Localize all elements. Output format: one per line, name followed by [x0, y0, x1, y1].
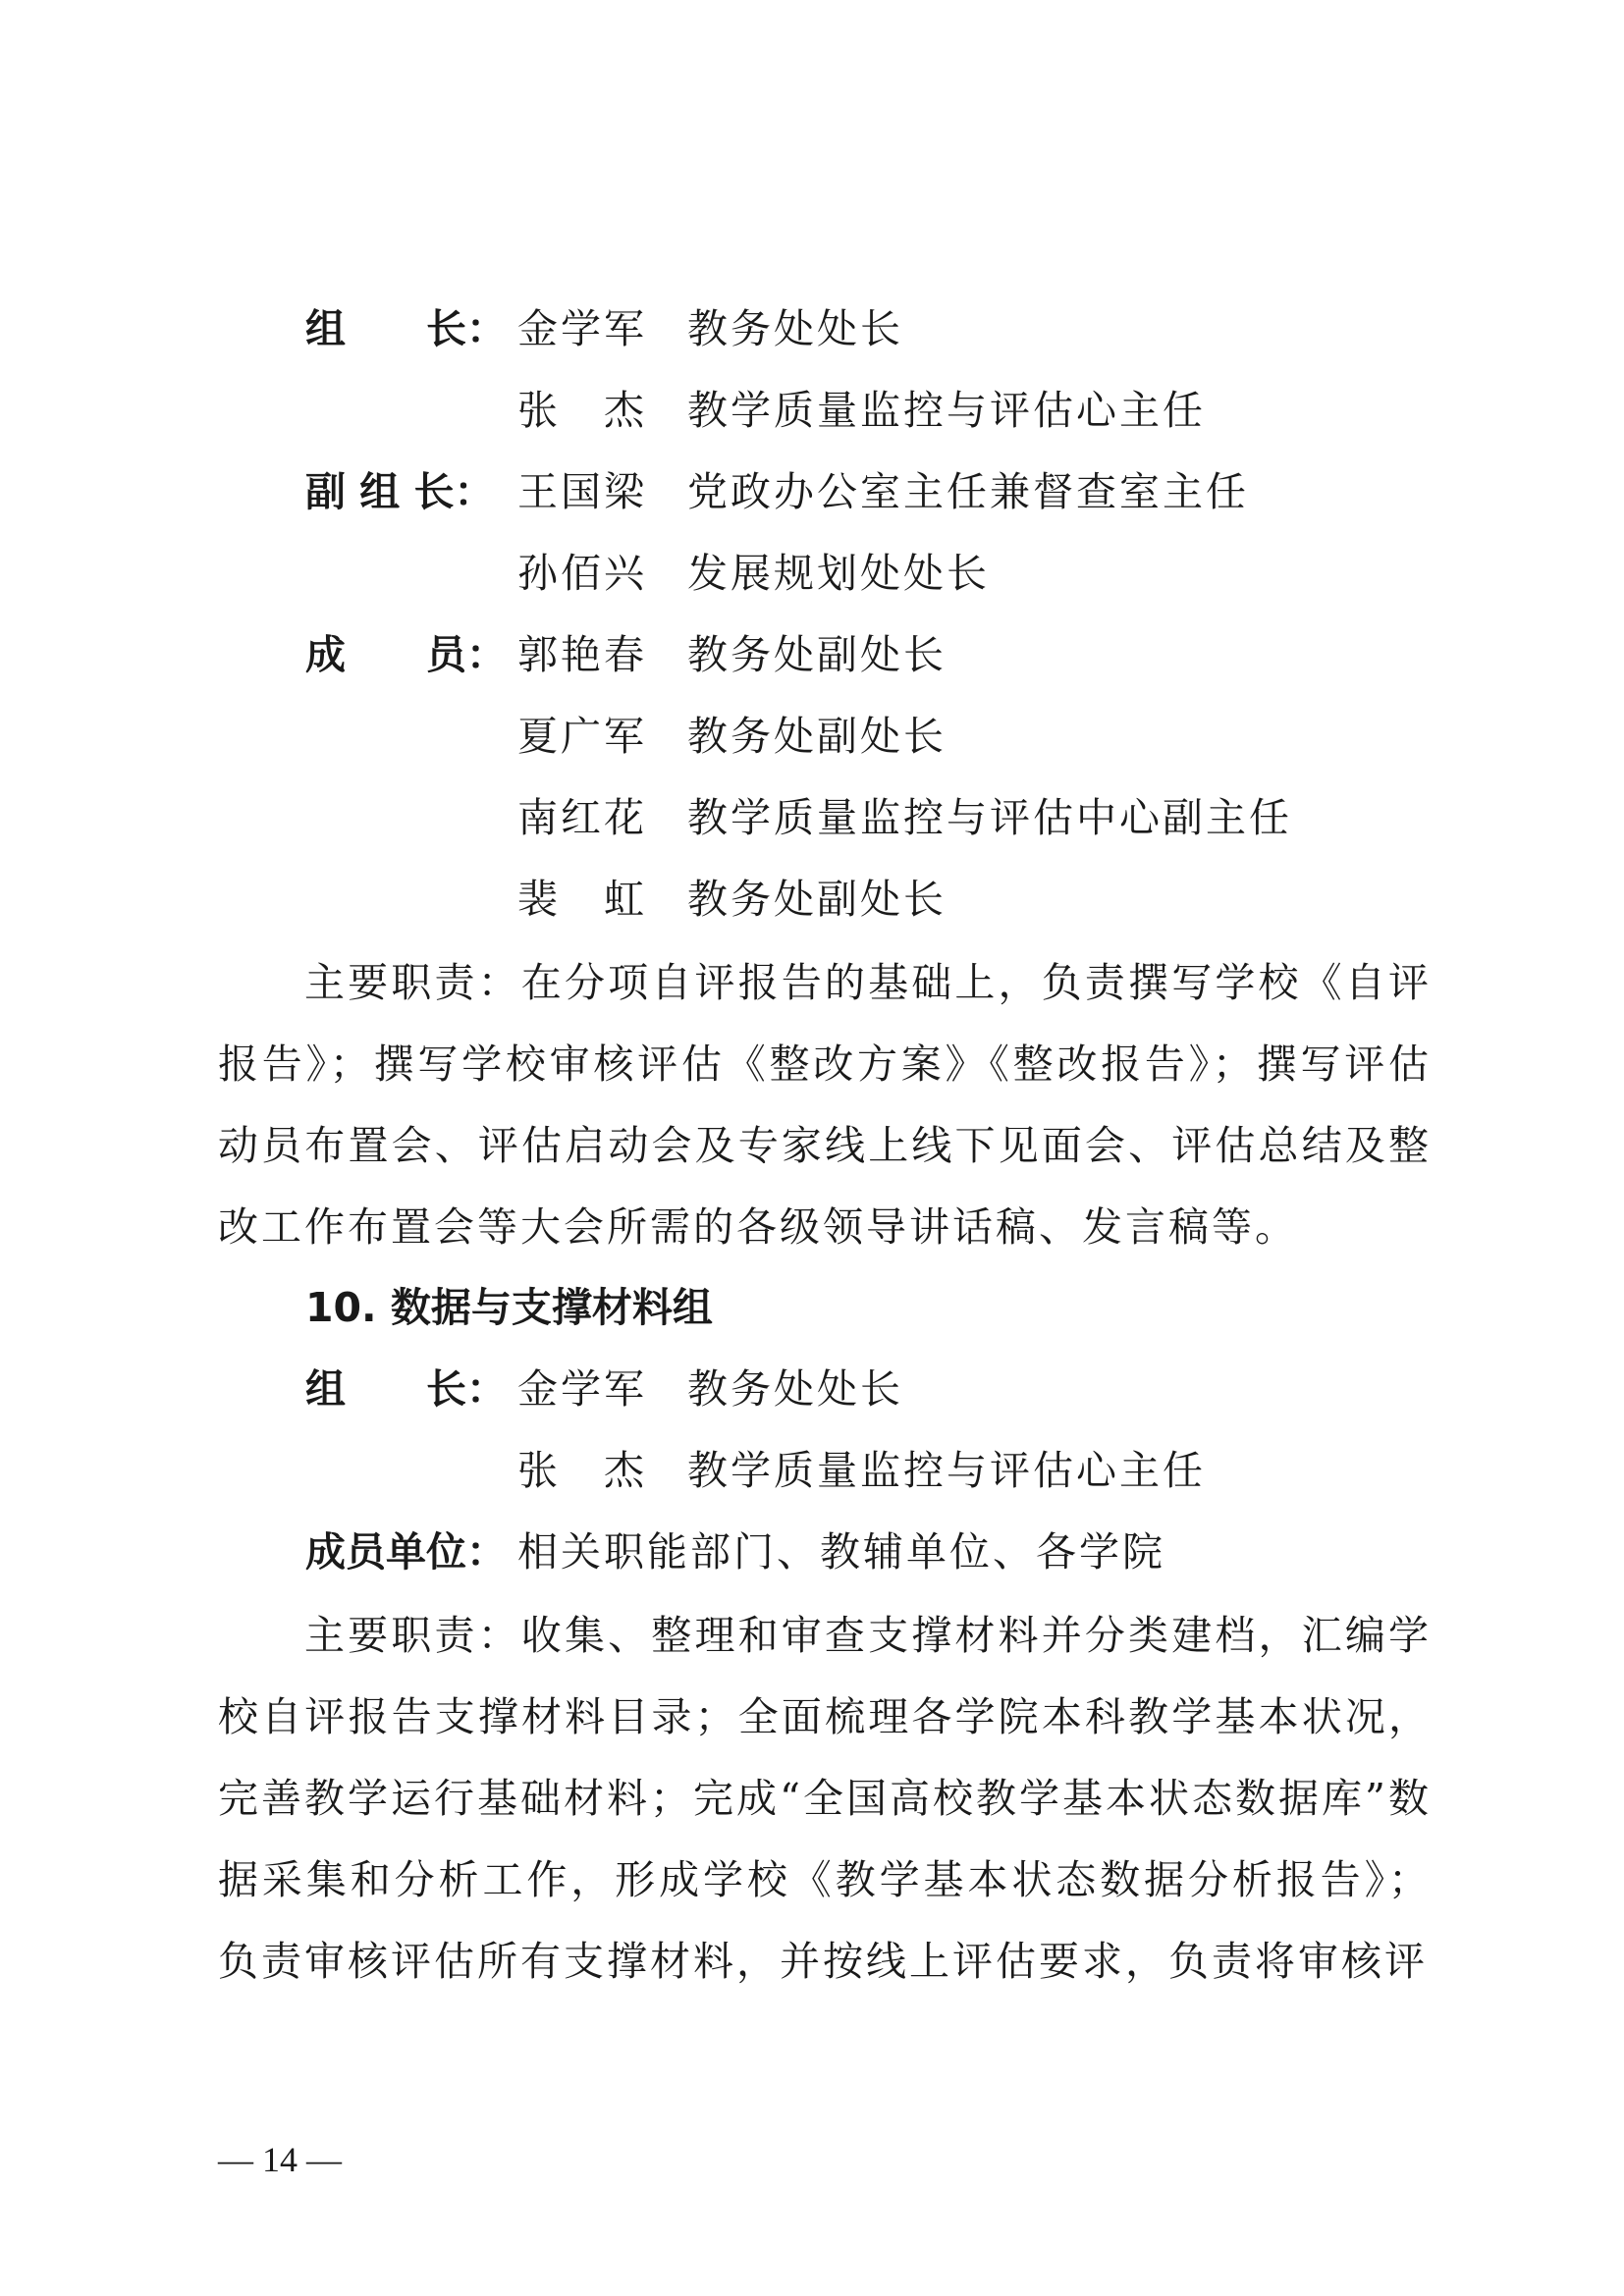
group-10-duties: 主要职责：收集、整理和审查支撑材料并分类建档，汇编学校自评报告支撑材料目录；全面梳理各学院本科教学基本状况，完善教学运行基础材料；完成“全国高校教学基本状态数据库”数据采集和分析工作，形成学校《教学基本状态数据分析报告》；负责审核评估所有支撑材料，并按线上评估要求，负责将审核评 [218, 1612, 1432, 1985]
page-number: — 14 — [218, 2140, 342, 2179]
member-units-value: 相关职能部门、教辅单位、各学院 [517, 1528, 1165, 1575]
person-title: 教务处副处长 [687, 876, 947, 923]
leader-label: 组 长： [305, 305, 507, 352]
person-name: 张 杰 [517, 387, 647, 434]
person-title: 党政办公室主任兼督查室主任 [687, 468, 1249, 515]
person-name: 张 杰 [517, 1447, 647, 1494]
person-title: 教务处副处长 [687, 631, 947, 678]
group-9-duties: 主要职责：在分项自评报告的基础上，负责撰写学校《自评报告》；撰写学校审核评估《整改方案》《整改报告》；撰写评估动员布置会、评估启动会及专家线上线下见面会、评估总结及整改工作布置会等大会所需的各级领导讲话稿、发言稿等。 [218, 959, 1432, 1251]
person-name: 裴 虹 [517, 876, 647, 923]
person-title: 教学质量监控与评估中心副主任 [687, 794, 1292, 841]
person-name: 夏广军 [517, 713, 647, 760]
person-title: 教务处副处长 [687, 713, 947, 760]
person-title: 发展规划处处长 [687, 550, 990, 597]
person-name: 郭艳春 [517, 631, 647, 678]
person-title: 教务处处长 [687, 305, 903, 352]
person-title: 教学质量监控与评估心主任 [687, 387, 1206, 434]
person-title: 教学质量监控与评估心主任 [687, 1447, 1206, 1494]
section-heading: 10. 数据与支撑材料组 [305, 1284, 713, 1331]
member-units-label: 成员单位： [305, 1528, 507, 1575]
person-title: 教务处处长 [687, 1365, 903, 1413]
person-name: 金学军 [517, 305, 647, 352]
member-label: 成 员： [305, 631, 507, 678]
person-name: 王国梁 [517, 468, 647, 515]
leader-label: 组 长： [305, 1365, 507, 1413]
person-name: 金学军 [517, 1365, 647, 1413]
person-name: 南红花 [517, 794, 647, 841]
deputy-label: 副 组 长： [305, 468, 495, 515]
person-name: 孙佰兴 [517, 550, 647, 597]
